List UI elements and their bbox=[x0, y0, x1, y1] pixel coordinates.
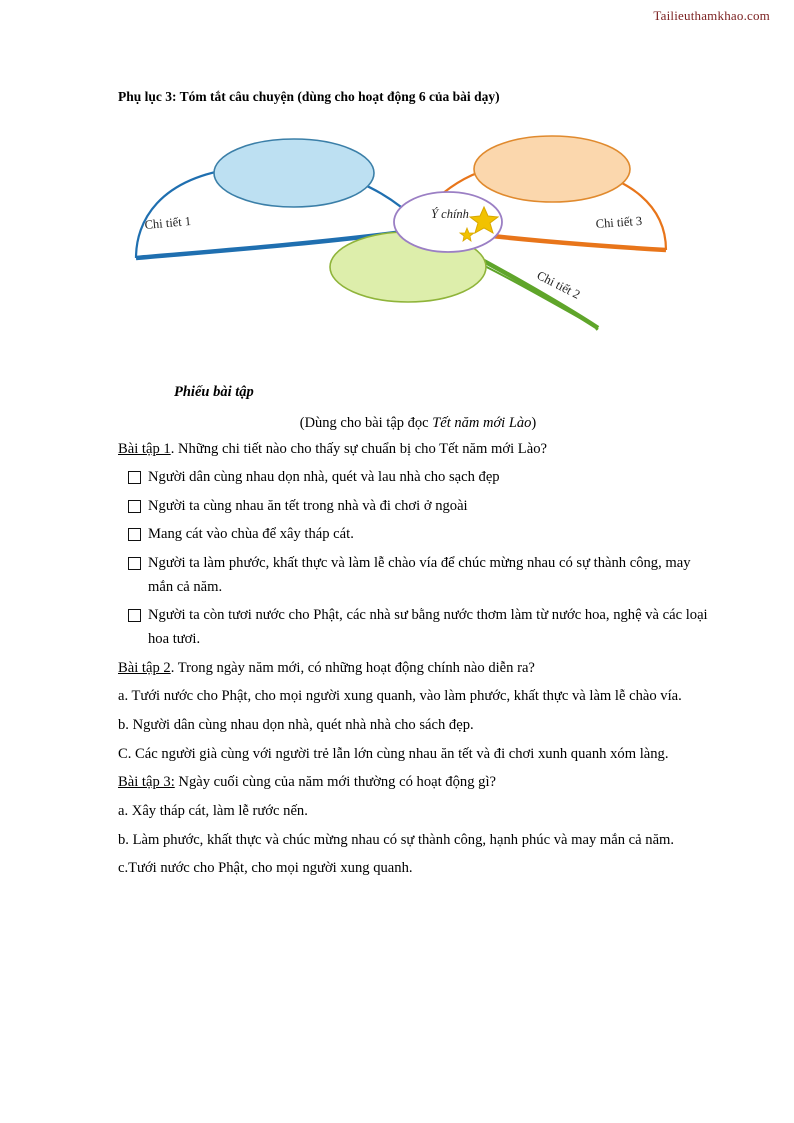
mindmap-diagram bbox=[118, 112, 718, 374]
exercise2-answer-c: C. Các người già cùng với người trẻ lẫn lớn cùng nhau ăn tết và đi chơi xunh quanh xóm làng. bbox=[118, 745, 669, 762]
worksheet-subtitle-suffix: ) bbox=[531, 414, 537, 431]
exercise3-answer-a: a. Xây tháp cát, làm lễ rước nến. bbox=[118, 802, 308, 819]
option-5-text: Người ta còn tươi nước cho Phật, các nhà sư bằng nước thơm làm từ nước hoa, nghệ và các loại hoa tươi. bbox=[148, 607, 708, 648]
exercise3-answer-b: b. Làm phước, khất thực và chúc mừng nhau có sự thành công, hạnh phúc và may mắn cả năm. bbox=[118, 831, 675, 848]
option-3-text: Mang cát vào chùa để xây tháp cát. bbox=[148, 526, 354, 543]
exercise1-question-text: . Những chi tiết nào cho thấy sự chuẩn bị cho Tết năm mới Lào? bbox=[170, 440, 547, 457]
list-item[interactable] bbox=[128, 604, 718, 651]
checkbox-option-2[interactable] bbox=[128, 500, 141, 513]
list-item[interactable] bbox=[128, 466, 718, 490]
document-content bbox=[118, 88, 718, 881]
checkbox-option-1[interactable] bbox=[128, 471, 141, 484]
mindmap-svg bbox=[118, 112, 718, 374]
exercise3-question-text: Ngày cuối cùng của năm mới thường có hoạt động gì? bbox=[174, 774, 496, 791]
checkbox-option-3[interactable] bbox=[128, 528, 141, 541]
exercise1-question bbox=[118, 438, 718, 462]
option-4-text: Người ta làm phước, khất thực và làm lễ chào vía để chúc mừng nhau có sự thành công, may mắn cả năm. bbox=[148, 555, 691, 595]
branch-green-tip bbox=[596, 328, 598, 330]
checkbox-option-5[interactable] bbox=[128, 609, 141, 622]
worksheet-subtitle-italic: Tết năm mới Lào bbox=[432, 414, 532, 431]
exercise2-label: Bài tập 2 bbox=[118, 659, 171, 676]
exercise3-answer-c: c.Tưới nước cho Phật, cho mọi người xung quanh. bbox=[118, 860, 413, 877]
exercise2-question-text: . Trong ngày năm mới, có những hoạt động chính nào diễn ra? bbox=[170, 659, 535, 676]
exercise1-label: Bài tập 1 bbox=[118, 440, 171, 457]
list-item[interactable] bbox=[128, 495, 718, 519]
exercise3-question bbox=[118, 771, 718, 795]
list-item[interactable] bbox=[128, 552, 718, 599]
worksheet-subtitle-prefix: (Dùng cho bài tập đọc bbox=[299, 414, 433, 431]
page-title: Phụ lục 3: Tóm tắt câu chuyện (dùng cho hoạt động 6 của bài dạy) bbox=[118, 89, 500, 104]
exercise2-question bbox=[118, 657, 718, 681]
watermark-text: Tailieuthamkhao.com bbox=[653, 8, 770, 23]
worksheet-subtitle bbox=[118, 415, 718, 432]
bubble-orange bbox=[474, 136, 630, 202]
option-1-text: Người dân cùng nhau dọn nhà, quét và lau nhà cho sạch đẹp bbox=[148, 469, 500, 486]
branch1-label: Chi tiết 1 bbox=[144, 213, 192, 232]
checkbox-option-4[interactable] bbox=[128, 557, 141, 570]
exercise2-answer-b: b. Người dân cùng nhau dọn nhà, quét nhà nhà cho sách đẹp. bbox=[118, 716, 474, 733]
exercise2-answer-a: a. Tưới nước cho Phật, cho mọi người xung quanh, vào làm phước, khất thực và làm lễ chào vía. bbox=[118, 688, 682, 705]
worksheet-title: Phiếu bài tập bbox=[174, 383, 254, 400]
list-item[interactable] bbox=[128, 523, 718, 547]
branch3-label: Chi tiết 3 bbox=[595, 213, 643, 231]
exercise3-label: Bài tập 3: bbox=[118, 774, 175, 791]
bubble-blue bbox=[214, 139, 374, 207]
branch2-label: Chi tiết 2 bbox=[534, 267, 583, 302]
center-label: Ý chính bbox=[431, 206, 469, 221]
option-2-text: Người ta cùng nhau ăn tết trong nhà và đi chơi ở ngoài bbox=[148, 497, 468, 514]
